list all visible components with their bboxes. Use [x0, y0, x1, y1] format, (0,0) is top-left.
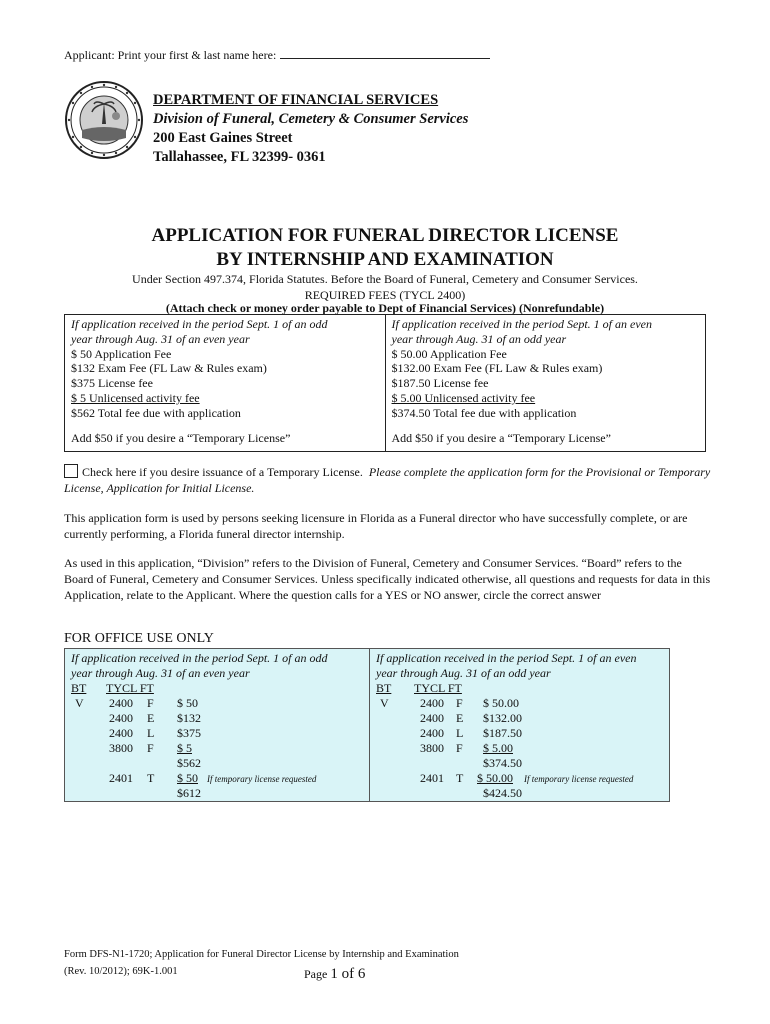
fees-left-total: $562 Total fee due with application: [71, 405, 241, 420]
temporary-license-option: [64, 464, 714, 496]
fees-right-temporary: Add $50 if you desire a “Temporary License”: [391, 430, 611, 445]
office-left-amount: $ 50: [177, 696, 198, 710]
required-fees-heading: REQUIRED FEES (TYCL 2400): [304, 288, 466, 302]
office-right-code: 2400: [420, 696, 444, 710]
office-right-period: If application received in the period Sept. 1 of an even: [376, 651, 637, 665]
fees-left-license-fee: $375 License fee: [71, 376, 153, 391]
office-left-temp-amount: $ 50: [177, 771, 198, 785]
fees-left-exam-fee: $132 Exam Fee (FL Law & Rules exam): [71, 361, 267, 376]
fees-right-period: If application received in the period Sept. 1 of an even: [391, 317, 652, 331]
office-right-temp-code: 2401: [420, 771, 444, 785]
temporary-license-checkbox[interactable]: [64, 464, 78, 478]
office-left-grand-total: $612: [177, 786, 201, 800]
office-right-code: 2400: [420, 711, 444, 725]
office-left-code: 2400: [109, 711, 133, 725]
office-left-ft: E: [147, 711, 155, 725]
office-left-temp-ft: T: [147, 771, 155, 785]
fees-table: [64, 314, 706, 452]
office-use-heading: FOR OFFICE USE ONLY: [64, 631, 214, 646]
fees-right-exam-fee: $132.00 Exam Fee (FL Law & Rules exam): [391, 361, 603, 376]
office-left-v: V: [75, 696, 84, 710]
office-use-box: [64, 648, 670, 802]
fees-right-unlicensed-fee: $ 5.00 Unlicensed activity fee: [391, 390, 536, 405]
office-right-column: [370, 649, 672, 801]
page-title: [0, 224, 770, 272]
office-right-temp-ft: T: [456, 771, 464, 785]
office-left-code: 2400: [109, 696, 133, 710]
fees-left-temporary: Add $50 if you desire a “Temporary License”: [71, 430, 291, 445]
office-right-ft: E: [456, 711, 464, 725]
office-right-grand-total: $424.50: [483, 786, 522, 800]
title-line-2: BY INTERNSHIP AND EXAMINATION: [216, 249, 554, 270]
office-right-ft: F: [456, 696, 463, 710]
office-right-ft: F: [456, 741, 463, 755]
page-label: Page: [304, 967, 328, 981]
office-left-amount: $375: [177, 726, 201, 740]
office-right-amount: $ 50.00: [483, 696, 519, 710]
applicant-name-line: [64, 46, 490, 63]
office-right-subtotal: $374.50: [483, 756, 522, 770]
office-left-amount: $ 5: [177, 741, 192, 755]
office-right-bt-header: BT: [376, 681, 392, 695]
statute-text: Under Section 497.374, Florida Statutes. Before the Board of Funeral, Cemetery and Consumer Services.: [132, 272, 638, 286]
office-left-bt-header: BT: [71, 681, 87, 695]
office-left-column: [65, 649, 370, 801]
fees-right-column: [385, 315, 706, 452]
fees-right-total: $374.50 Total fee due with application: [391, 405, 577, 420]
office-left-period: If application received in the period Sept. 1 of an odd: [71, 651, 328, 665]
office-right-code: 2400: [420, 726, 444, 740]
applicant-name-field[interactable]: [280, 46, 490, 59]
temporary-license-label: Check here if you desire issuance of a Temporary License.: [82, 465, 363, 479]
fees-left-period: If application received in the period Sept. 1 of an odd: [71, 317, 328, 331]
city-address: Tallahassee, FL 32399- 0361: [153, 149, 326, 165]
office-left-period-2: year through Aug. 31 of an even year: [71, 666, 250, 680]
office-left-code: 3800: [109, 741, 133, 755]
purpose-paragraph: This application form is used by persons seeking licensure in Florida as a Funeral director who have successfully complete, or are currently performing, a Florida funeral director internship.: [64, 511, 688, 541]
office-left-ft: L: [147, 726, 155, 740]
fees-left-period-2: year through Aug. 31 of an even year: [71, 331, 250, 346]
state-seal-logo: [64, 80, 144, 160]
attach-payment-note: (Attach check or money order payable to Dept of Financial Services) (Nonrefundable): [165, 301, 605, 315]
page-number: [304, 966, 365, 983]
office-left-tycl-header: TYCL FT: [106, 681, 154, 695]
fees-left-column: [65, 315, 386, 452]
office-right-v: V: [380, 696, 389, 710]
street-address: 200 East Gaines Street: [153, 130, 293, 146]
fees-right-application-fee: $ 50.00 Application Fee: [391, 346, 507, 361]
office-right-temp-amount: $ 50.00: [477, 771, 513, 785]
office-right-tycl-header: TYCL FT: [414, 681, 462, 695]
office-left-amount: $132: [177, 711, 201, 725]
definitions-paragraph: As used in this application, “Division” refers to the Division of Funeral, Cemetery and Consumer Services. “Board” refers to the Board of Funeral, Cemetery and Consumer Services. Unless specifically indicated otherwise, all questions and requests for data in this Application, relate to the Applicant. Where the question calls for a YES or NO answer, circle the correct answer: [64, 556, 711, 602]
fees-right-period-2: year through Aug. 31 of an odd year: [391, 331, 567, 346]
office-right-amount: $ 5.00: [483, 741, 513, 755]
office-right-ft: L: [456, 726, 464, 740]
office-left-temp-note: If temporary license requested: [207, 774, 317, 784]
office-right-code: 3800: [420, 741, 444, 755]
office-left-subtotal: $562: [177, 756, 201, 770]
office-left-ft: F: [147, 741, 154, 755]
fees-left-unlicensed-fee: $ 5 Unlicensed activity fee: [71, 390, 200, 405]
temporary-license-note: Please complete the application form for the Provisional or Temporary License, Application for Initial License.: [64, 465, 711, 495]
title-line-1: APPLICATION FOR FUNERAL DIRECTOR LICENSE: [151, 225, 619, 246]
office-right-amount: $132.00: [483, 711, 522, 725]
form-id: Form DFS-N1-1720; Application for Funeral Director License by Internship and Examination: [64, 949, 459, 960]
office-left-code: 2400: [109, 726, 133, 740]
page-of: 1 of 6: [330, 966, 366, 982]
form-revision: (Rev. 10/2012); 69K-1.001: [64, 966, 178, 977]
office-right-temp-note: If temporary license requested: [524, 774, 634, 784]
form-footer: [64, 946, 459, 980]
department-address-block: [153, 91, 468, 167]
office-right-amount: $187.50: [483, 726, 522, 740]
department-name: DEPARTMENT OF FINANCIAL SERVICES: [153, 92, 439, 108]
fees-right-license-fee: $187.50 License fee: [391, 376, 489, 391]
fees-left-application-fee: $ 50 Application Fee: [71, 346, 172, 361]
office-left-ft: F: [147, 696, 154, 710]
applicant-label: Applicant: Print your first & last name here:: [64, 48, 277, 62]
office-left-temp-code: 2401: [109, 771, 133, 785]
office-right-period-2: year through Aug. 31 of an odd year: [376, 666, 551, 680]
division-name: Division of Funeral, Cemetery & Consumer Services: [153, 111, 469, 127]
